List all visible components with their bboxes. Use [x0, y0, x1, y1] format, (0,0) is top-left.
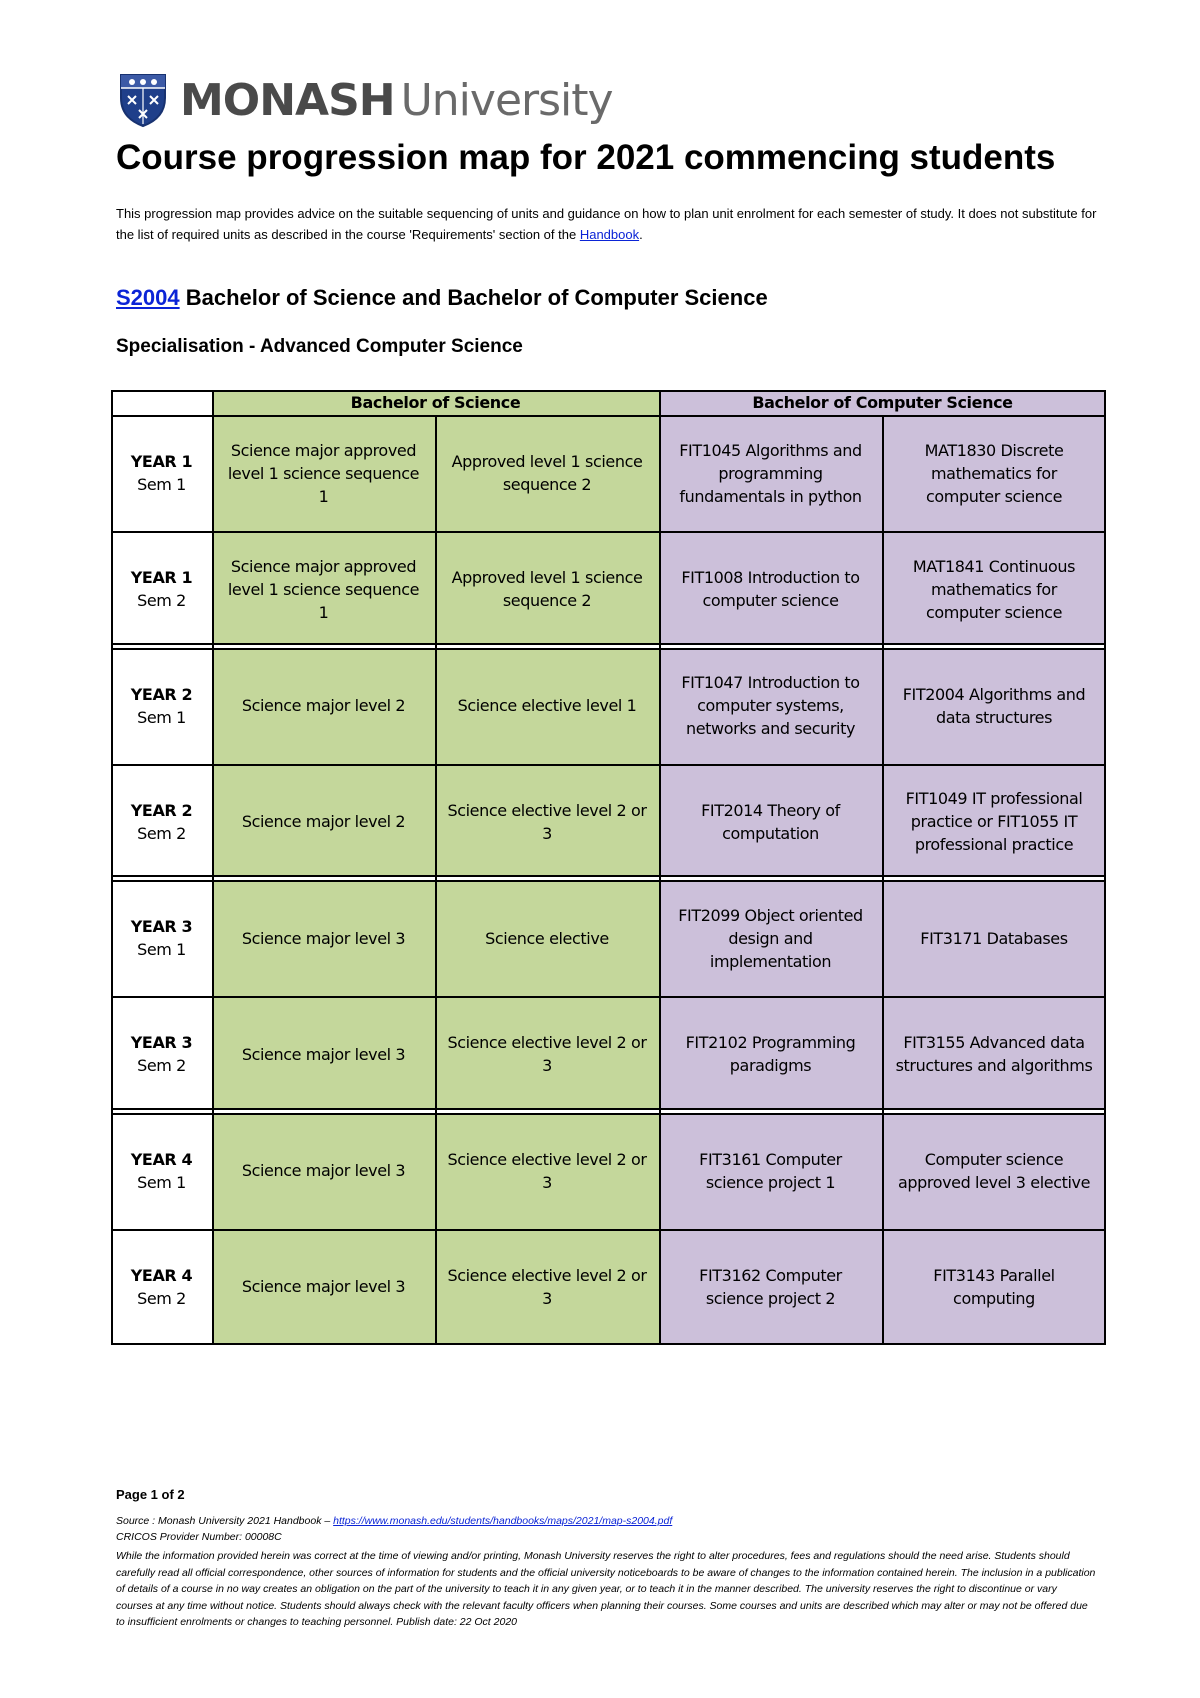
unit-cell: Approved level 1 science sequence 2 — [435, 415, 659, 531]
page-number: Page 1 of 2 — [116, 1487, 185, 1502]
table-rule — [111, 1343, 1106, 1345]
progression-table — [111, 390, 1106, 1375]
unit-cell: MAT1830 Discrete mathematics for computer science — [882, 415, 1106, 531]
year-label: YEAR 1 — [130, 452, 193, 472]
unit-cell: Science major approved level 1 science sequence 1 — [212, 415, 435, 531]
disclaimer-text: While the information provided herein was correct at the time of viewing and/or printing, Monash University reserves the right to alter procedures, fees and regulations should the need arise. Students should carefully read all official correspondence, other sources of information for students and the official university noticeboards to be aware of changes to the information contained herein. The inclusion in a publication of details of a course in no way creates an obligation on the part of the university to teach it in any given year, or to teach it in the manner described. The university reserves the right to discontinue or vary courses at any time without notice. Students should always check with the relevant faculty officers when planning their courses. Some courses and units are described which may alter or may not be offered due to insufficient enrolments or changes to teaching personnel. Publish date: 22 Oct 2020 — [116, 1550, 1096, 1628]
table-rule — [111, 531, 1106, 533]
year-semester-cell — [111, 648, 212, 764]
source-url-link[interactable]: https://www.monash.edu/students/handbooks/maps/2021/map-s2004.pdf — [333, 1515, 673, 1527]
unit-cell: FIT1008 Introduction to computer science — [659, 531, 882, 647]
table-rule — [111, 880, 1106, 882]
semester-label: Sem 1 — [137, 707, 186, 727]
unit-cell: FIT1047 Introduction to computer systems, networks and security — [659, 648, 882, 764]
table-rule — [111, 1113, 1106, 1115]
handbook-link[interactable]: Handbook — [579, 227, 640, 242]
header-bachelor-of-science: Bachelor of Science — [212, 390, 659, 415]
course-name: Bachelor of Science and Bachelor of Computer Science — [179, 285, 768, 310]
year-divider-gap — [111, 1110, 1106, 1113]
monash-crest-icon — [118, 72, 168, 128]
course-heading — [116, 285, 768, 311]
specialisation-heading: Specialisation - Advanced Computer Science — [116, 336, 523, 357]
unit-cell: FIT3143 Parallel computing — [882, 1229, 1106, 1345]
intro-paragraph: This progression map provides advice on the suitable sequencing of units and guidance on how to plan unit enrolment for each semester of study. It does not substitute for the list of required units as described in the course 'Requirements' section of the Handbook. — [116, 206, 1097, 242]
year-semester-cell — [111, 764, 212, 880]
year-label: YEAR 4 — [130, 1265, 193, 1285]
table-rule — [111, 764, 1106, 766]
semester-label: Sem 1 — [137, 475, 186, 495]
unit-cell: FIT3162 Computer science project 2 — [659, 1229, 882, 1345]
year-semester-cell — [111, 415, 212, 531]
unit-cell: Science elective level 2 or 3 — [435, 764, 659, 880]
unit-cell: FIT1045 Algorithms and programming fundamentals in python — [659, 415, 882, 531]
cricos-number: CRICOS Provider Number: 00008C — [116, 1531, 282, 1543]
year-divider-gap — [111, 877, 1106, 880]
table-rule — [111, 996, 1106, 998]
unit-cell: FIT2004 Algorithms and data structures — [882, 648, 1106, 764]
table-column-rule — [659, 390, 661, 1345]
table-rule — [111, 415, 1106, 417]
table-column-rule — [435, 415, 437, 1345]
unit-cell: Science elective level 2 or 3 — [435, 996, 659, 1112]
semester-label: Sem 2 — [137, 591, 186, 611]
unit-cell: FIT3161 Computer science project 1 — [659, 1113, 882, 1229]
unit-cell: Science elective level 2 or 3 — [435, 1113, 659, 1229]
table-rule — [111, 1229, 1106, 1231]
year-divider-gap — [111, 645, 1106, 648]
year-label: YEAR 3 — [130, 1033, 193, 1053]
page-title: Course progression map for 2021 commencing students — [116, 138, 1056, 177]
year-semester-cell — [111, 880, 212, 996]
header-bachelor-of-computer-science: Bachelor of Computer Science — [659, 390, 1106, 415]
year-semester-cell — [111, 531, 212, 647]
table-column-rule — [111, 390, 113, 1345]
semester-label: Sem 2 — [137, 823, 186, 843]
unit-cell: FIT2014 Theory of computation — [659, 764, 882, 880]
unit-cell: Science major level 3 — [212, 1113, 435, 1229]
unit-cell: Science major level 3 — [212, 880, 435, 996]
table-rule — [111, 648, 1106, 650]
table-rule — [111, 390, 1106, 392]
year-label: YEAR 2 — [130, 800, 193, 820]
year-label: YEAR 1 — [130, 568, 193, 588]
year-semester-cell — [111, 996, 212, 1112]
unit-cell: Science major level 2 — [212, 648, 435, 764]
semester-label: Sem 2 — [137, 1288, 186, 1308]
unit-cell: FIT1049 IT professional practice or FIT1055 IT professional practice — [882, 764, 1106, 880]
unit-cell: MAT1841 Continuous mathematics for computer science — [882, 531, 1106, 647]
unit-cell: FIT2099 Object oriented design and implementation — [659, 880, 882, 996]
year-semester-cell — [111, 1113, 212, 1229]
unit-cell: Science elective — [435, 880, 659, 996]
unit-cell: Science major level 3 — [212, 996, 435, 1112]
year-label: YEAR 2 — [130, 684, 193, 704]
table-column-rule — [882, 415, 884, 1345]
logo-wordmark: MONASH University — [180, 74, 613, 126]
semester-label: Sem 1 — [137, 940, 186, 960]
unit-cell: Science major approved level 1 science sequence 1 — [212, 531, 435, 647]
unit-cell: FIT3155 Advanced data structures and algorithms — [882, 996, 1106, 1112]
table-column-rule — [212, 390, 214, 1345]
unit-cell: Computer science approved level 3 elective — [882, 1113, 1106, 1229]
unit-cell: Science elective level 2 or 3 — [435, 1229, 659, 1345]
course-code-link[interactable]: S2004 — [116, 285, 180, 310]
monash-logo — [118, 70, 613, 130]
unit-cell: Science elective level 1 — [435, 648, 659, 764]
unit-cell: FIT3171 Databases — [882, 880, 1106, 996]
year-semester-cell — [111, 1229, 212, 1345]
unit-cell: FIT2102 Programming paradigms — [659, 996, 882, 1112]
year-label: YEAR 4 — [130, 1149, 193, 1169]
year-label: YEAR 3 — [130, 917, 193, 937]
unit-cell: Science major level 2 — [212, 764, 435, 880]
unit-cell: Science major level 3 — [212, 1229, 435, 1345]
header-blank-cell — [111, 390, 212, 415]
table-column-rule — [1104, 390, 1106, 1345]
semester-label: Sem 1 — [137, 1172, 186, 1192]
semester-label: Sem 2 — [137, 1056, 186, 1076]
unit-cell: Approved level 1 science sequence 2 — [435, 531, 659, 647]
source-note: Source : Monash University 2021 Handbook – https://www.monash.edu/students/handbooks/maps/2021/map-s2004.pdf CRICOS Provider Number: 00008C — [116, 1515, 673, 1543]
